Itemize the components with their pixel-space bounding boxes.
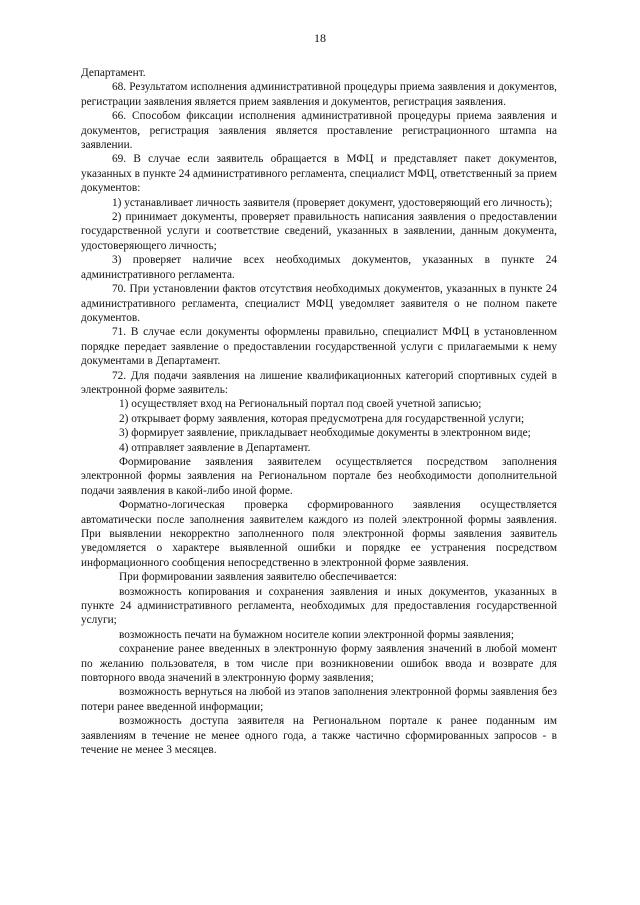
paragraph: 1) устанавливает личность заявителя (проверяет документ, удостоверяющий его личность);	[112, 196, 553, 209]
paragraph: 2) открывает форму заявления, которая предусмотрена для государственной услуги;	[119, 412, 525, 425]
paragraph: возможность вернуться на любой из этапов заполнения электронной формы заявления без потери ранее введенной информации;	[81, 686, 557, 713]
paragraph: возможность доступа заявителя на Региональном портале к ранее поданным им заявлениям в течение не менее одного года, а также частично сформированных запросов - в течение не менее 3 месяцев.	[81, 715, 557, 757]
page-number: 18	[314, 31, 326, 45]
paragraph: Департамент.	[81, 67, 146, 79]
paragraph: 71. В случае если документы оформлены правильно, специалист МФЦ в установленном порядке передает заявление о предоставлении государственной услуги с прилагаемыми к нему документами в Департамент.	[81, 326, 557, 368]
paragraph: 3) проверяет наличие всех необходимых документов, указанных в пункте 24 административного регламента.	[81, 254, 557, 281]
paragraph: 2) принимает документы, проверяет правильность написания заявления о предоставлении государственной услуги и соответствие сведений, указанных в заявлении, данным документа, удостоверяющего личность;	[81, 211, 557, 252]
paragraph: 66. Способом фиксации исполнения административной процедуры приема заявления и документов, регистрация заявления является проставление регистрационного штампа на заявлении.	[81, 110, 557, 152]
paragraph: Формирование заявления заявителем осуществляется посредством заполнения электронной формы заявления на Региональном портале без необходимости дополнительной подачи заявления в какой-либо иной форме.	[81, 455, 557, 497]
paragraph: 3) формирует заявление, прикладывает необходимые документы в электронном виде;	[119, 427, 531, 440]
paragraph: 4) отправляет заявление в Департамент.	[119, 441, 311, 454]
paragraph: При формировании заявления заявителю обеспечивается:	[119, 571, 397, 584]
paragraph: сохранение ранее введенных в электронную форму заявления значений в любой момент по желанию пользователя, в том числе при возникновении ошибок ввода и возврате для повторного ввода значений в электронную форму заявления;	[81, 643, 557, 685]
paragraph: Форматно-логическая проверка сформированного заявления осуществляется автоматически после заполнения заявителем каждого из полей электронной формы заявления. При выявлении некорректно заполненного поля электронной формы заявления заявитель уведомляется о характере выявленной ошибки и порядке ее устранения посредством информационного сообщения непосредственно в электронной форме заявления.	[81, 499, 557, 569]
paragraph: возможность копирования и сохранения заявления и иных документов, указанных в пункте 24 административного регламента, необходимых для предоставления государственной услуги;	[81, 585, 557, 627]
paragraph: 69. В случае если заявитель обращается в МФЦ и представляет пакет документов, указанных в пункте 24 административного регламента, специалист МФЦ, ответственный за прием документов:	[81, 153, 557, 195]
document-body	[81, 66, 557, 758]
paragraph: 68. Результатом исполнения административной процедуры приема заявления и документов, регистрации заявления является прием заявления и документов, регистрация заявления.	[81, 81, 557, 108]
paragraph: возможность печати на бумажном носителе копии электронной формы заявления;	[119, 628, 515, 641]
paragraph: 1) осуществляет вход на Региональный портал под своей учетной записью;	[119, 398, 482, 411]
paragraph: 70. При установлении фактов отсутствия необходимых документов, указанных в пункте 24 административного регламента, специалист МФЦ уведомляет заявителя о не полном пакете документов.	[81, 283, 557, 324]
paragraph: 72. Для подачи заявления на лишение квалификационных категорий спортивных судей в электронной форме заявитель:	[81, 369, 557, 396]
